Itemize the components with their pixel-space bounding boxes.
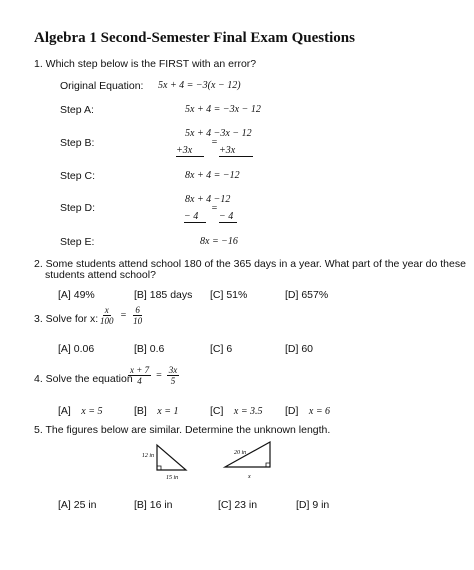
step-d-bottom-right: − 4 [219, 211, 237, 223]
step-b-bottom-right: +3x [219, 145, 253, 157]
question-2-prompt-line1: 2. Some students attend school 180 of the 365 days in a year. What part of the year do these [34, 258, 466, 270]
small-side-label: 12 in [141, 453, 154, 459]
question-4-rhs-fraction [167, 365, 180, 386]
question-3-choice-a[interactable]: [A] 0.06 [58, 343, 95, 355]
step-b-bottom-left: +3x [176, 145, 204, 157]
original-equation-label: Original Equation: [60, 80, 144, 92]
original-equation: 5x + 4 = −3(x − 12) [158, 80, 241, 91]
question-4-choice-d[interactable] [285, 401, 330, 419]
step-d-equals: = [211, 203, 218, 214]
step-d-bottom-left: − 4 [184, 211, 206, 223]
question-3-equation [98, 305, 144, 326]
choice-label: [D] [285, 405, 299, 417]
question-3-choice-d[interactable]: [D] 60 [285, 343, 314, 355]
fraction-numerator: 3x [168, 365, 178, 375]
question-5-choice-d[interactable]: [D] 9 in [296, 499, 330, 511]
step-b-top: 5x + 4 −3x − 12 [185, 128, 252, 139]
question-4-equation [128, 365, 179, 386]
fraction-numerator: 6 [135, 305, 140, 315]
fraction-numerator: x + 7 [130, 365, 150, 375]
step-d-label: Step D: [60, 202, 96, 214]
step-b-label: Step B: [60, 137, 95, 149]
small-right-angle-mark [157, 466, 161, 470]
question-4-lhs-fraction [128, 365, 151, 386]
similar-triangles-figure [130, 438, 290, 486]
choice-label: [C] [210, 405, 224, 417]
step-a-equation: 5x + 4 = −3x − 12 [185, 104, 261, 115]
choice-value: x = 6 [308, 406, 331, 417]
choice-value: x = 1 [157, 406, 179, 417]
question-4-choice-c[interactable] [210, 401, 263, 419]
question-3-rhs-fraction [131, 305, 144, 326]
question-3-choice-b[interactable]: [B] 0.6 [134, 343, 165, 355]
question-2-choice-b[interactable]: [B] 185 days [134, 289, 193, 301]
question-2-choice-c[interactable]: [C] 51% [210, 289, 248, 301]
large-base-label: x [248, 474, 251, 480]
question-5-choice-b[interactable]: [B] 16 in [134, 499, 173, 511]
question-1-prompt: 1. Which step below is the FIRST with an error? [34, 58, 257, 70]
question-3-lhs-fraction [98, 305, 116, 326]
step-e-label: Step E: [60, 236, 95, 248]
small-base-label: 15 in [166, 475, 179, 481]
question-5-choice-c[interactable]: [C] 23 in [218, 499, 258, 511]
question-3-prompt: 3. Solve for x: [34, 313, 99, 325]
step-c-equation: 8x + 4 = −12 [185, 170, 240, 181]
choice-label: [B] [134, 405, 147, 417]
choice-value: x = 5 [81, 406, 103, 417]
fraction-denominator: 10 [133, 316, 143, 326]
question-4-choice-a[interactable] [58, 401, 102, 419]
fraction-denominator: 100 [100, 316, 114, 326]
large-triangle [225, 442, 270, 467]
choice-label: [A] [58, 405, 71, 417]
question-5-prompt: 5. The figures below are similar. Determine the unknown length. [34, 424, 331, 436]
question-4-choice-b[interactable] [134, 401, 178, 419]
fraction-denominator: 4 [137, 376, 142, 386]
step-e-equation: 8x = −16 [200, 236, 238, 247]
question-2-choice-a[interactable]: [A] 49% [58, 289, 95, 301]
fraction-numerator: x [104, 305, 109, 315]
equals-sign: = [119, 310, 127, 321]
equals-sign: = [155, 370, 163, 381]
large-side-label: 20 in [234, 450, 247, 456]
question-2-choice-d[interactable]: [D] 657% [285, 289, 329, 301]
step-c-label: Step C: [60, 170, 96, 182]
choice-value: x = 3.5 [233, 406, 263, 417]
step-a-label: Step A: [60, 104, 94, 116]
page-title: Algebra 1 Second-Semester Final Exam Questions [34, 30, 355, 46]
step-b-equals: = [211, 137, 218, 148]
question-3-choice-c[interactable]: [C] 6 [210, 343, 233, 355]
question-2-prompt-line2: students attend school? [45, 269, 156, 281]
question-5-choice-a[interactable]: [A] 25 in [58, 499, 97, 511]
step-d-top: 8x + 4 −12 [185, 194, 231, 205]
question-4-prompt: 4. Solve the equation [34, 373, 133, 385]
fraction-denominator: 5 [170, 376, 176, 386]
